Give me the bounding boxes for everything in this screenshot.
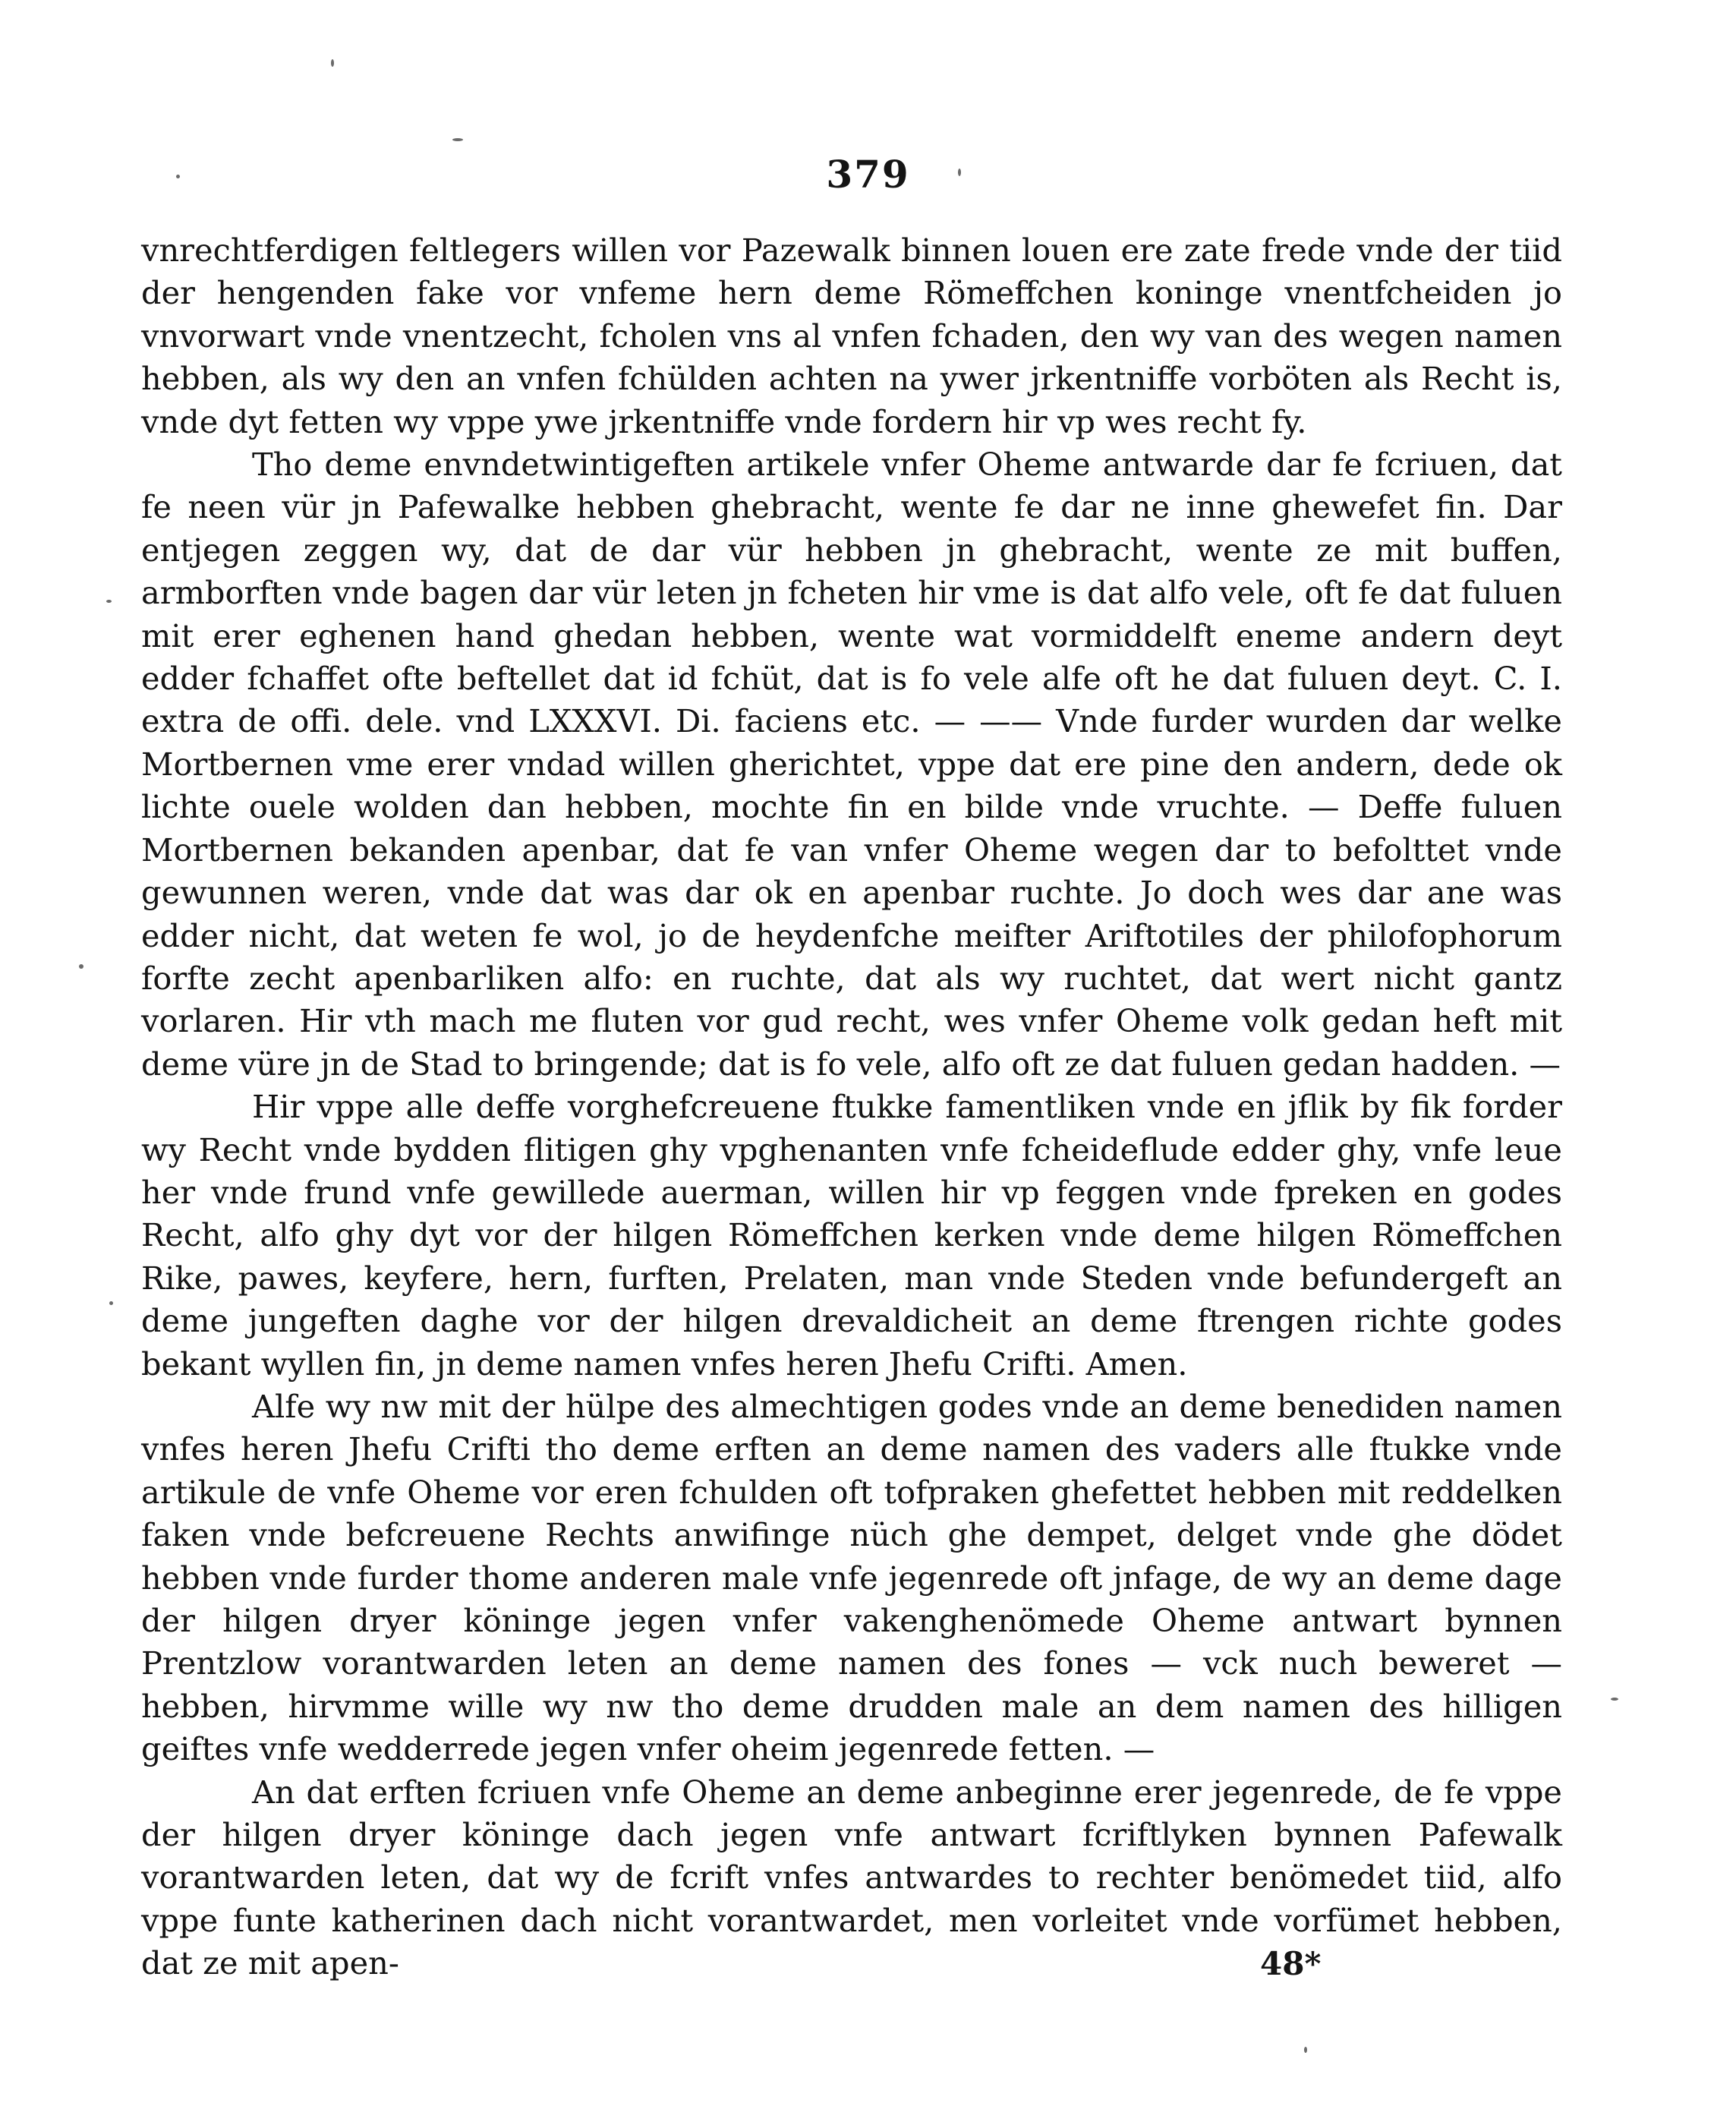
scan-speck [106,600,112,603]
scan-speck [958,169,961,176]
scan-speck [176,175,180,178]
paragraph-5: An dat erften fcriuen vnfe Oheme an deme anbeginne erer jegenrede, de fe vppe der hilgen dryer köninge dach jegen vnfe antwart fcriftlyken bynnen Pafewalk vorantwarden leten, dat wy de fcrift vnfes antwardes to rechter benömedet tiid, alfo vppe funte katherinen dach nicht vorantwardet, men vorleitet vnde vorfümet hebben, dat ze mit apen- [141,1773,1562,1982]
paragraph-2: Tho deme envndetwintigeften artikele vnfer Oheme antwarde dar fe fcriuen, dat fe neen vür jn Pafewalke hebben ghebracht, wente fe dar ne inne ghewefet fin. Dar entjegen zeggen wy, dat de dar vür hebben jn ghebracht, wente ze mit buffen, armborften vnde bagen dar vür leten jn fcheten hir vme is dat alfo vele, oft fe dat fuluen mit erer eghenen hand ghedan hebben, wente wat vormiddelft eneme andern deyt edder fchaffet ofte beftellet dat id fchüt, dat is fo vele alfe oft he dat fuluen deyt. C. I. extra de offi. dele. vnd LXXXVI. Di. faciens etc. — —— Vnde furder wurden dar welke Mortbernen vme erer vndad willen gherichtet, vppe dat ere pine den andern, dede ok lichte ouele wolden dan hebben, mochte fin en bilde vnde vruchte. — Deffe fuluen Mortbernen bekanden apenbar, dat fe van vnfer Oheme wegen dar to befolttet vnde gewunnen weren, vnde dat was dar ok en apenbar ruchte. Jo doch wes dar ane was edder nicht, dat weten fe wol, jo de heydenfche meifter Ariftotiles der philofophorum forfte zecht apenbarliken alfo: en ruchte, dat als wy ruchtet, dat wert nicht gantz vorlaren. Hir vth mach me fluten vor gud recht, wes vnfer Oheme volk gedan heft mit deme vüre jn de Stad to bringende; dat is fo vele, alfo oft ze dat fuluen gedan hadden. — [141,446,1562,1083]
scan-speck [452,138,463,141]
paragraph-3: Hir vppe alle deffe vorghefcreuene ftukke famentliken vnde en jflik by fik forder wy Recht vnde bydden flitigen ghy vpghenanten vnfe fcheideflude edder ghy, vnfe leue her vnde frund vnfe gewillede auerman, willen hir vp feggen vnde fpreken en godes Recht, alfo ghy dyt vor der hilgen Römeffchen kerken vnde deme hilgen Römeffchen Rike, pawes, keyfere, hern, furften, Prelaten, man vnde Steden vnde befundergeft an deme jungeften daghe vor der hilgen drevaldicheit an deme ftrengen richte godes bekant wyllen fin, jn deme namen vnfes heren Jhefu Crifti. Amen. [141,1088,1562,1383]
scan-speck [1611,1698,1618,1701]
scan-speck [331,59,334,67]
page-number: 379 [826,152,910,197]
paragraph-1: vnrechtferdigen feltlegers willen vor Pazewalk binnen louen ere zate frede vnde der tiid der hengenden fake vor vnfeme hern deme Römeffchen koninge vnentfcheiden jo vnvorwart vnde vnentzecht, fcholen vns al vnfen fchaden, den wy van des wegen namen hebben, als wy den an vnfen fchülden achten na ywer jrkentniffe vorböten als Recht is, vnde dyt fetten wy vppe ywe jrkentniffe vnde fordern hir vp wes recht fy. [141,232,1562,440]
scan-speck [109,1301,113,1305]
scan-speck [1304,2047,1307,2053]
signature-mark: 48* [1260,1945,1322,1982]
scan-speck [79,964,83,969]
paragraph-4: Alfe wy nw mit der hülpe des almechtigen godes vnde an deme benediden namen vnfes heren Jhefu Crifti tho deme erften an deme namen des vaders alle ftukke vnde artikule de vnfe Oheme vor eren fchulden oft tofpraken ghefettet hebben mit reddelken faken vnde befcreuene Rechts anwifinge nüch ghe dempet, delget vnde ghe dödet hebben vnde furder thome anderen male vnfe jegenrede oft jnfage, de wy an deme dage der hilgen dryer köninge jegen vnfer vakenghenömede Oheme antwart bynnen Prentzlow vorantwarden leten an deme namen des fones — vck nuch beweret — hebben, hirvmme wille wy nw tho deme drudden male an dem namen des hilligen geiftes vnfe wedderrede jegen vnfer oheim jegenrede fetten. — [141,1387,1562,1768]
body-text [141,229,1562,1985]
